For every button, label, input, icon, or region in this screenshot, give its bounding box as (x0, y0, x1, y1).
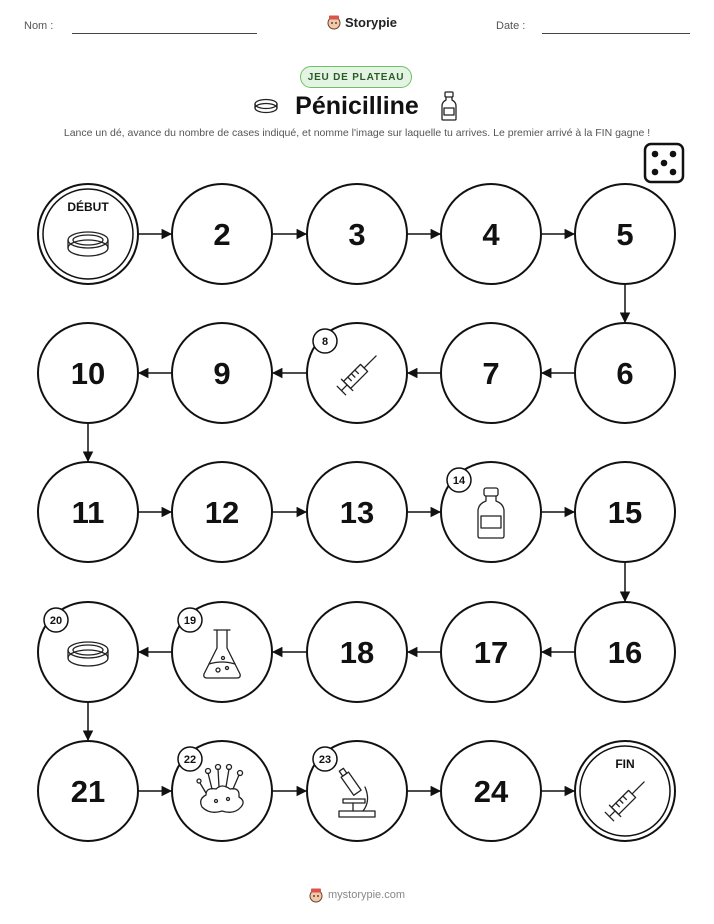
board-cell-2 (172, 184, 272, 284)
board-cell-3 (307, 184, 407, 284)
board-cell-23 (307, 741, 407, 841)
storypie-mascot-icon (308, 887, 324, 903)
board-cell-18 (307, 602, 407, 702)
board-cell-22 (172, 741, 272, 841)
cell-number: 11 (71, 495, 105, 530)
brand-name: Storypie (345, 14, 398, 30)
cell-number: 14 (452, 475, 466, 487)
board-cell-19 (172, 602, 272, 702)
cell-number: 23 (318, 754, 332, 766)
board-cell-7 (441, 323, 541, 423)
board-cell-17 (441, 602, 541, 702)
start-label: DÉBUT (67, 200, 109, 214)
board-cell-12 (172, 462, 272, 562)
board-cell-21 (38, 741, 138, 841)
cell-number: 4 (482, 217, 500, 252)
board-cell-5 (575, 184, 675, 284)
game-type-badge: JEU DE PLATEAU (300, 66, 412, 88)
cell-number: 21 (70, 774, 106, 809)
page-title: Pénicilline (295, 92, 419, 120)
cell-number: 20 (49, 615, 63, 627)
board-cell-13 (307, 462, 407, 562)
cell-number: 15 (607, 495, 643, 530)
board-cell-1 (38, 184, 138, 284)
board-cell-24 (441, 741, 541, 841)
board-cell-6 (575, 323, 675, 423)
board-cell-11 (38, 462, 138, 562)
board-cell-16 (575, 602, 675, 702)
board-cell-20 (38, 602, 138, 702)
cell-number: 17 (473, 635, 509, 670)
cell-number: 3 (348, 217, 366, 252)
cell-number: 8 (321, 336, 329, 348)
cell-number: 24 (473, 774, 509, 809)
cell-number: 12 (204, 495, 240, 530)
cell-number: 13 (339, 495, 375, 530)
footer (308, 887, 405, 903)
end-label: FIN (615, 757, 635, 771)
cell-number: 18 (339, 635, 375, 670)
board-cell-4 (441, 184, 541, 284)
cell-number: 19 (183, 615, 197, 627)
footer-url[interactable]: mystorypie.com (328, 889, 406, 901)
cell-number: 10 (70, 356, 106, 391)
cell-number: 7 (482, 356, 500, 391)
board-cell-8 (307, 323, 407, 423)
instructions: Lance un dé, avance du nombre de cases indiqué, et nomme l'image sur laquelle tu arrives. Le premier arrivé à la FIN gagne ! (63, 127, 651, 139)
cell-number: 9 (213, 356, 231, 391)
cell-number: 5 (616, 217, 634, 252)
cell-number: 16 (607, 635, 643, 670)
board-cell-9 (172, 323, 272, 423)
cell-number: 22 (183, 754, 197, 766)
board-cell-14 (441, 462, 541, 562)
board-cell-15 (575, 462, 675, 562)
cell-number: 6 (616, 356, 634, 391)
name-label: Nom : (24, 20, 54, 32)
date-label: Date : (496, 20, 526, 32)
board-cell-25 (575, 741, 675, 841)
cell-number: 2 (213, 217, 231, 252)
board-cell-10 (38, 323, 138, 423)
